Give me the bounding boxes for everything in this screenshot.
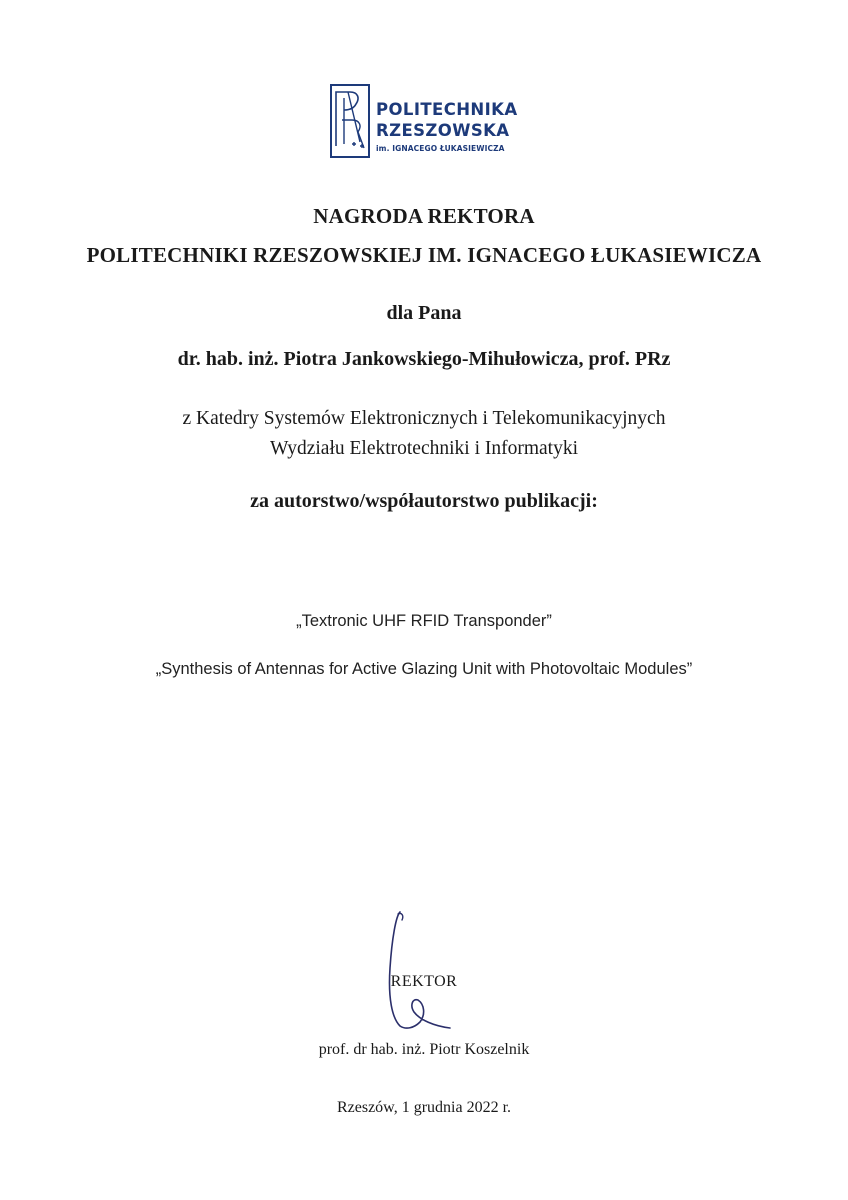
signatory-name: prof. dr hab. inż. Piotr Koszelnik [318,1041,530,1058]
award-title: NAGRODA REKTORA [313,204,535,228]
publication-title: „Synthesis of Antennas for Active Glazing Unit with Photovoltaic Modules” [155,660,693,678]
recipient-name: dr. hab. inż. Piotra Jankowskiego-Mihułowicza, prof. PRz [177,348,671,370]
affiliation-faculty: Wydziału Elektrotechniki i Informatyki [269,438,579,459]
award-reason: za autorstwo/współautorstwo publikacji: [250,490,598,512]
university-logo-text [376,102,518,153]
university-logo-mark [330,84,370,158]
logo-patron: im. IGNACEGO ŁUKASIEWICZA [376,144,505,153]
logo-name-line1: POLITECHNIKA [376,100,518,119]
signatory-role: REKTOR [390,973,458,990]
award-institution: POLITECHNIKI RZESZOWSKIEJ IM. IGNACEGO ŁUKASIEWICZA [86,243,762,267]
logo-name-line2: RZESZOWSKA [376,120,510,140]
place-and-date: Rzeszów, 1 grudnia 2022 r. [336,1099,512,1116]
university-emblem-icon [330,84,370,158]
recipient-salutation: dla Pana [386,302,462,324]
affiliation-department: z Katedry Systemów Elektronicznych i Telekomunikacyjnych [182,408,666,429]
publication-title: „Textronic UHF RFID Transponder” [296,612,552,630]
